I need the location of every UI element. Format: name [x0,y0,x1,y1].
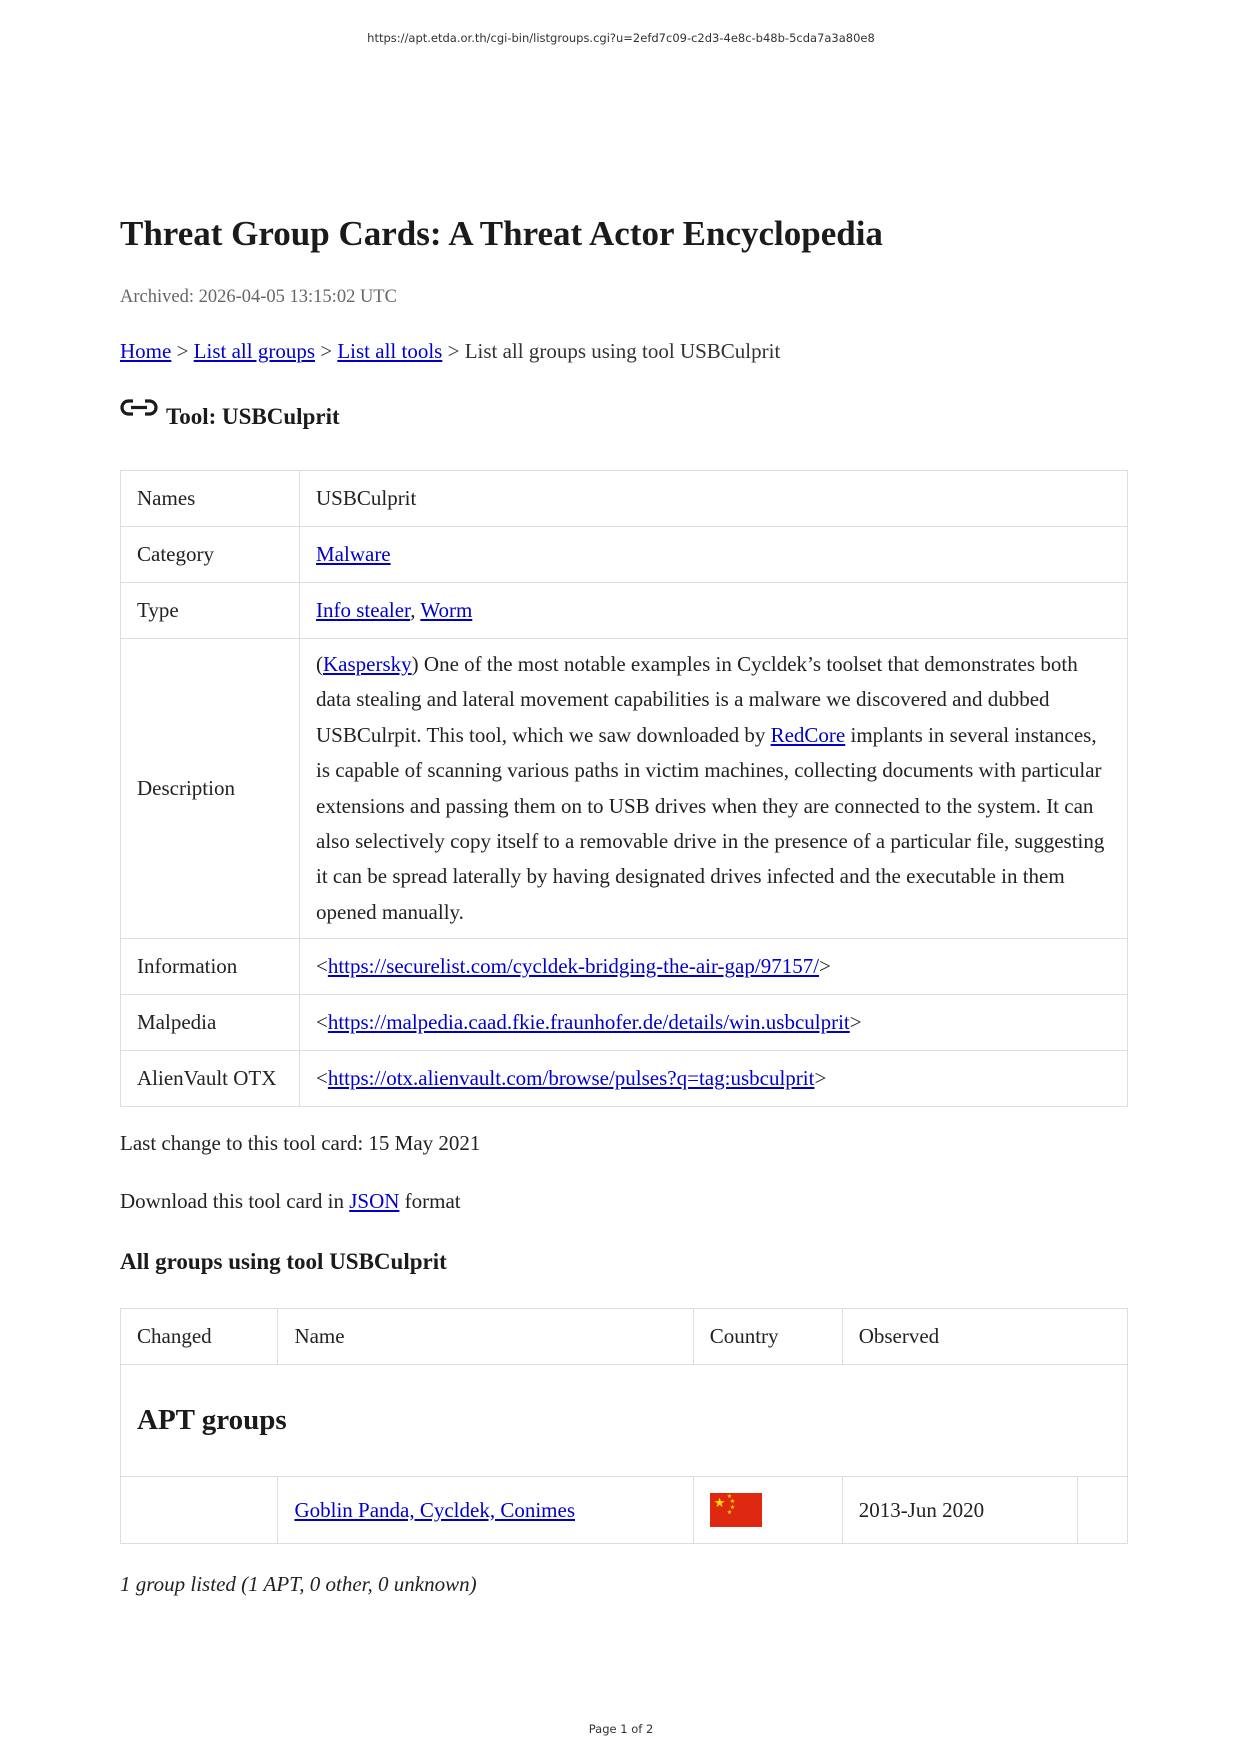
breadcrumb [120,339,780,364]
row-value-information [300,939,1128,995]
print-header-url: https://apt.etda.or.th/cgi-bin/listgroups.cgi?u=2efd7c09-c2d3-4e8c-b48b-5cda7a3a80e8 [367,31,875,45]
angle-open: < [316,1066,328,1091]
type-separator: , [410,598,421,622]
cell-extra [1078,1477,1128,1544]
column-header-name: Name [278,1309,693,1365]
angle-open: < [316,954,328,979]
row-value-alienvault [300,1051,1128,1107]
table-row-names [121,471,1128,527]
row-label-category: Category [121,527,300,583]
breadcrumb-home-link[interactable]: Home [120,339,172,363]
row-label-type: Type [121,583,300,639]
breadcrumb-separator: > [315,339,338,363]
page-title: Threat Group Cards: A Threat Actor Encyclopedia [120,214,883,253]
category-malware-link[interactable]: Malware [316,542,391,566]
column-header-country: Country [693,1309,842,1365]
cell-observed: 2013-Jun 2020 [842,1477,1078,1544]
section-title-apt-groups: APT groups [121,1365,1128,1477]
table-row-information [121,939,1128,995]
breadcrumb-tools-link[interactable]: List all tools [337,339,443,363]
row-value-category [300,527,1128,583]
description-source-link[interactable]: Kaspersky [323,652,412,676]
cell-country [693,1477,842,1544]
tool-info-table [120,470,1128,1107]
angle-close: > [819,954,831,979]
description-text-part2: implants in several instances, is capable of scanning various paths in victim machines, collecting documents with particular extensions and passing them on to USB drives when they are connected to the system. It can also selectively copy itself to a removable drive in the presence of a particular file, suggesting it can be spread laterally by having designated drives infected and the executable in them opened manually. [316,722,1105,924]
cell-changed [121,1477,278,1544]
groups-heading: All groups using tool USBCulprit [120,1249,447,1274]
column-header-changed: Changed [121,1309,278,1365]
row-label-malpedia: Malpedia [121,995,300,1051]
information-link[interactable]: https://securelist.com/cycldek-bridging-the-air-gap/97157/ [327,954,820,979]
angle-close: > [814,1066,827,1091]
table-row-malpedia [121,995,1128,1051]
table-row-alienvault [121,1051,1128,1107]
description-text-part1: ) One of the most notable examples in Cycldek’s toolset that demonstrates both data stealing and lateral movement capabilities is a malware we discovered and dubbed USBCulrpit. This tool, which we saw downloaded by [316,652,1078,747]
row-value-malpedia [300,995,1128,1051]
description-redcore-link[interactable]: RedCore [770,722,846,747]
angle-open: < [316,1010,328,1035]
link-icon [120,398,158,420]
group-name-link[interactable]: Goblin Panda, Cycldek, Conimes [294,1497,575,1522]
table-header-row [121,1309,1128,1365]
table-row-category [121,527,1128,583]
row-value-description [300,639,1128,939]
row-label-alienvault: AlienVault OTX [121,1051,300,1107]
description-open-paren: ( [316,652,323,676]
groups-summary: 1 group listed (1 APT, 0 other, 0 unknown) [120,1572,477,1596]
section-row [121,1365,1128,1477]
row-label-description: Description [121,639,300,939]
malpedia-link[interactable]: https://malpedia.caad.fkie.fraunhofer.de/details/win.usbculprit [327,1010,850,1035]
download-text-before: Download this tool card in [120,1189,350,1213]
download-line [120,1189,461,1214]
download-text-after: format [399,1189,461,1213]
breadcrumb-separator: > [171,339,194,363]
angle-close: > [849,1010,862,1035]
column-header-observed: Observed [842,1309,1127,1365]
row-value-type [300,583,1128,639]
row-value-names: USBCulprit [300,471,1128,527]
groups-table [120,1308,1128,1544]
tool-heading-text: Tool: USBCulprit [166,404,340,429]
row-label-names: Names [121,471,300,527]
breadcrumb-separator: > [442,339,465,363]
type-worm-link[interactable]: Worm [420,598,473,622]
print-footer-page-number: Page 1 of 2 [588,1722,654,1736]
type-info-stealer-link[interactable]: Info stealer [316,598,411,622]
table-row-description [121,639,1128,939]
tool-heading [120,404,340,430]
table-row-type [121,583,1128,639]
breadcrumb-groups-link[interactable]: List all groups [193,339,315,363]
table-row [121,1477,1128,1544]
download-json-link[interactable]: JSON [349,1189,400,1213]
china-flag-icon: ★ ★ ★ ★ ★ [710,1493,762,1527]
last-change-text: Last change to this tool card: 15 May 2021 [120,1131,481,1155]
breadcrumb-current: List all groups using tool USBCulprit [464,339,781,363]
alienvault-link[interactable]: https://otx.alienvault.com/browse/pulses?q=tag:usbculprit [327,1066,815,1091]
row-label-information: Information [121,939,300,995]
cell-name [278,1477,693,1544]
archived-timestamp: Archived: 2026-04-05 13:15:02 UTC [120,287,397,307]
